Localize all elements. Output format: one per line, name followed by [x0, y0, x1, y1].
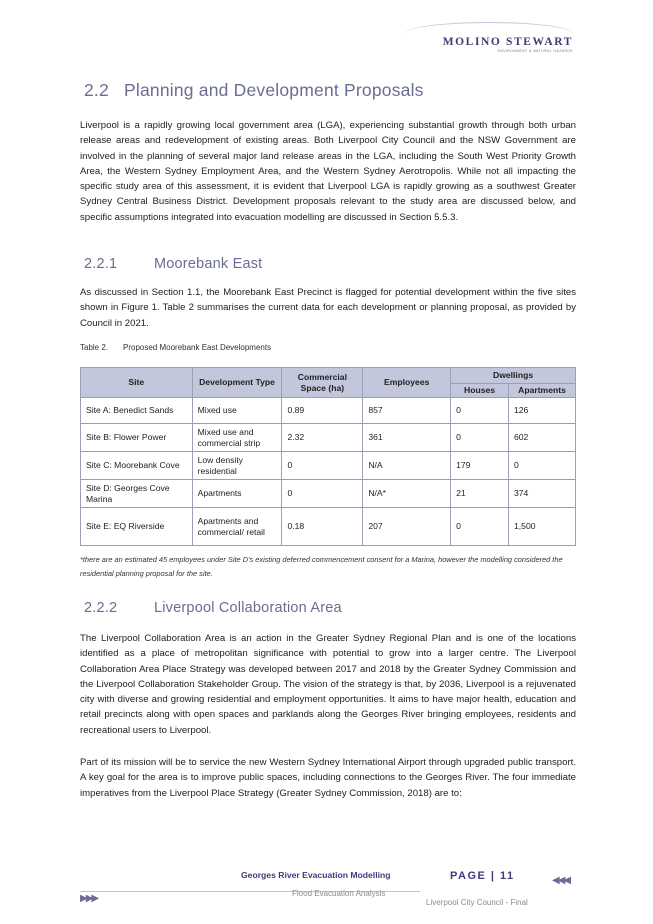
- page-number: PAGE | 11: [450, 870, 515, 882]
- table-row: [81, 508, 576, 546]
- back-arrows-icon: ◀◀◀: [552, 875, 570, 886]
- section-body: As discussed in Section 1.1, the Moorebank East Precinct is flagged for potential development within the five sites shown in Figure 1. Table 2 summarises the current data for each development or planning proposal, as provided by Council in 2021.: [80, 287, 576, 329]
- developments-table: [80, 367, 576, 546]
- cell-space: 0.18: [282, 508, 363, 546]
- cell-apartments: 126: [509, 398, 576, 424]
- cell-site: Site B: Flower Power: [81, 424, 193, 452]
- cell-apartments: 374: [509, 480, 576, 508]
- cell-site: Site D: Georges Cove Marina: [81, 480, 193, 508]
- header-development-type: Development Type: [192, 368, 282, 398]
- cell-site: Site A: Benedict Sands: [81, 398, 193, 424]
- caption-text: Proposed Moorebank East Developments: [123, 343, 272, 352]
- forward-arrows-icon: ▶▶▶: [80, 893, 98, 904]
- caption-number: Table 2.: [80, 343, 109, 352]
- cell-space: 0.89: [282, 398, 363, 424]
- cell-houses: 0: [451, 398, 509, 424]
- cell-houses: 0: [451, 424, 509, 452]
- header-dwellings: Dwellings: [451, 368, 576, 384]
- cell-type: Mixed use: [192, 398, 282, 424]
- cell-apartments: 0: [509, 452, 576, 480]
- cell-apartments: 602: [509, 424, 576, 452]
- section-title: Moorebank East: [154, 256, 263, 272]
- table-footnote: *there are an estimated 45 employees under Site D’s existing deferred commencement consent for a Marina, however the modelling considered the residential planning proposal for the site.: [80, 555, 563, 578]
- section-body-1: The Liverpool Collaboration Area is an action in the Greater Sydney Regional Plan and is one of the locations identified as a place of metropolitan significance with potential to grow into a larger centre. The Liverpool Collaboration Area Place Strategy was developed between 2017 and 2018 by the Greater Sydney Commission and the Liverpool Collaboration Stakeholder Group. The vision of the strategy is that, by 2036, Liverpool is a rejuvenated city with diverse and growing residential and employment opportunities. It aims to have major health, education and retail precincts along with open spaces and parklands along the Georges River bringing employees, residents and recreational users to Liverpool.: [80, 633, 576, 736]
- cell-type: Apartments and commercial/ retail: [192, 508, 282, 546]
- company-logo: [443, 28, 573, 53]
- section-number: 2.2.2: [84, 600, 118, 616]
- section-heading-2-2-1: [84, 256, 262, 272]
- cell-space: 2.32: [282, 424, 363, 452]
- footer-client: Liverpool City Council - Final: [426, 898, 528, 907]
- table-row: [81, 424, 576, 452]
- logo-name: MOLINO STEWART: [442, 36, 573, 48]
- section-title: Liverpool Collaboration Area: [154, 600, 342, 616]
- cell-employees: 361: [363, 424, 451, 452]
- header-site: Site: [81, 368, 193, 398]
- section-body: Liverpool is a rapidly growing local government area (LGA), experiencing substantial growth through both urban release areas and redevelopment of existing areas. Both Liverpool City Council and the NSW Government are involved in the planning of several major land release areas in the LGA, including the South West Priority Growth Area, the Western Sydney Employment Area, and the Western Sydney Aerotropolis. While not all impacting the specific study area of this assessment, it is evident that Liverpool LGA is rapidly growing as a southwest Greater Sydney Central Business District. Development proposals relevant to the study area are discussed below, and specific assumptions integrated into evacuation modelling are discussed in Section 5.5.3.: [80, 120, 576, 223]
- section-heading-2-2-2: [84, 600, 342, 616]
- section-title: Planning and Development Proposals: [124, 80, 424, 100]
- header-employees: Employees: [363, 368, 451, 398]
- table-caption: [80, 343, 271, 352]
- logo-tagline: ENVIRONMENT & NATURAL HAZARDS: [497, 49, 573, 53]
- logo-arc: [405, 22, 573, 45]
- header-commercial-space: Commercial Space (ha): [282, 368, 363, 398]
- header-apartments: Apartments: [509, 384, 576, 398]
- cell-houses: 0: [451, 508, 509, 546]
- cell-apartments: 1,500: [509, 508, 576, 546]
- section-body-2: Part of its mission will be to service the new Western Sydney International Airport through upgraded public transport. A key goal for the area is to improve public spaces, including connections to the Georges River. The four immediate imperatives from the Liverpool Place Strategy (Greater Sydney Commission, 2018) are to:: [80, 757, 576, 799]
- cell-site: Site E: EQ Riverside: [81, 508, 193, 546]
- header-houses: Houses: [451, 384, 509, 398]
- cell-houses: 21: [451, 480, 509, 508]
- cell-employees: 207: [363, 508, 451, 546]
- section-heading-2-2: [84, 80, 424, 101]
- footer-title: Georges River Evacuation Modelling: [241, 870, 391, 880]
- section-number: 2.2: [84, 80, 109, 100]
- table-row: [81, 398, 576, 424]
- cell-employees: N/A*: [363, 480, 451, 508]
- footer-subtitle: Flood Evacuation Analysis: [292, 889, 386, 898]
- cell-employees: N/A: [363, 452, 451, 480]
- cell-type: Apartments: [192, 480, 282, 508]
- cell-type: Mixed use and commercial strip: [192, 424, 282, 452]
- table-row: [81, 480, 576, 508]
- cell-site: Site C: Moorebank Cove: [81, 452, 193, 480]
- cell-space: 0: [282, 480, 363, 508]
- section-number: 2.2.1: [84, 256, 118, 272]
- table-row: [81, 452, 576, 480]
- cell-houses: 179: [451, 452, 509, 480]
- cell-employees: 857: [363, 398, 451, 424]
- cell-space: 0: [282, 452, 363, 480]
- cell-type: Low density residential: [192, 452, 282, 480]
